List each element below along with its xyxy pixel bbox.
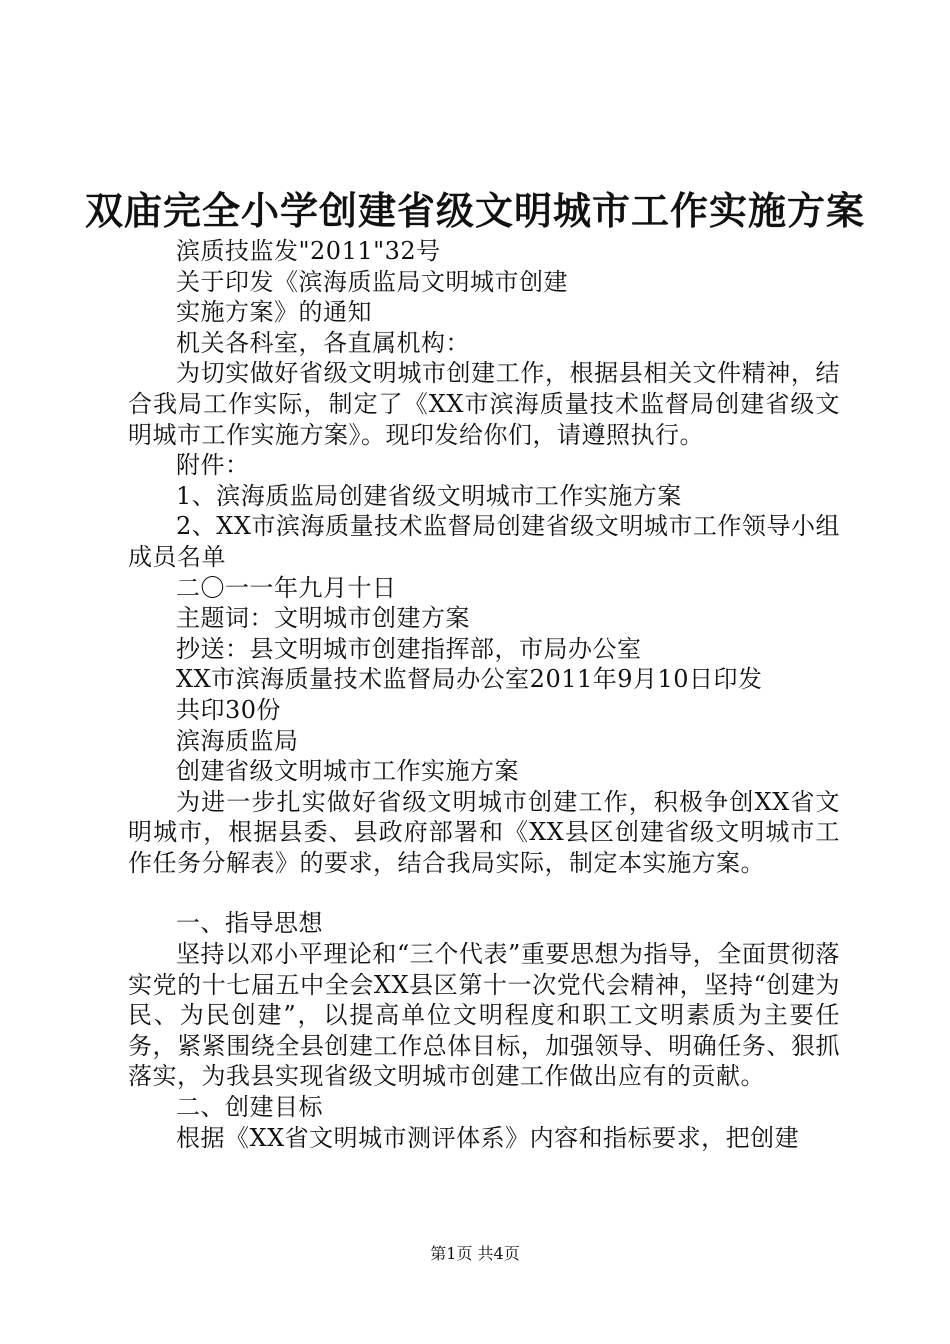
attachments-label: 附件： <box>176 451 250 480</box>
print-count: 共印30份 <box>176 695 282 724</box>
keywords: 主题词：文明城市创建方案 <box>176 604 470 633</box>
cc-line: 抄送：县文明城市创建指挥部，市局办公室 <box>176 634 642 663</box>
plan-intro: 为进一步扎实做好省级文明城市创建工作，积极争创XX省文明城市，根据县委、县政府部署和《XX县区创建省级文明城市工作任务分解表》的要求，结合我局实际，制定本实施方案。 <box>128 787 840 877</box>
notice-body: 为切实做好省级文明城市创建工作，根据县相关文件精神，结合我局工作实际，制定了《XX市滨海质量技术监督局创建省级文明城市工作实施方案》。现印发给你们，请遵照执行。 <box>128 359 840 449</box>
print-info: XX市滨海质量技术监督局办公室2011年9月10日印发 <box>176 665 763 694</box>
document-body <box>128 236 840 1153</box>
issue-date: 二〇一一年九月十日 <box>176 573 397 602</box>
attachment-item: 2、XX市滨海质量技术监督局创建省级文明城市工作领导小组成员名单 <box>128 512 840 571</box>
doc-number: 滨质技监发"2011"32号 <box>176 237 441 265</box>
plan-title: 创建省级文明城市工作实施方案 <box>176 757 519 786</box>
page-number: 第1页 共4页 <box>430 1244 520 1263</box>
attachment-item: 1、滨海质监局创建省级文明城市工作实施方案 <box>176 481 682 510</box>
section-heading: 二、创建目标 <box>176 1093 323 1122</box>
section-body: 坚持以邓小平理论和“三个代表”重要思想为指导，全面贯彻落实党的十七届五中全会XX县区第十一次党代会精神，坚持“创建为民、为民创建”，以提高单位文明程度和职工文明素质为主要任务，紧紧围绕全县创建工作总体目标，加强领导、明确任务、狠抓落实，为我县实现省级文明城市创建工作做出应有的贡献。 <box>128 940 840 1091</box>
document-title: 双庙完全小学创建省级文明城市工作实施方案 <box>84 188 865 233</box>
section-heading: 一、指导思想 <box>176 909 323 938</box>
section-body: 根据《XX省文明城市测评体系》内容和指标要求，把创建 <box>176 1123 800 1152</box>
notice-title-line-1: 关于印发《滨海质监局文明城市创建 <box>176 267 568 296</box>
notice-title-line-2: 实施方案》的通知 <box>176 298 372 327</box>
recipients: 机关各科室，各直属机构： <box>176 328 470 357</box>
org-name: 滨海质监局 <box>176 726 299 755</box>
